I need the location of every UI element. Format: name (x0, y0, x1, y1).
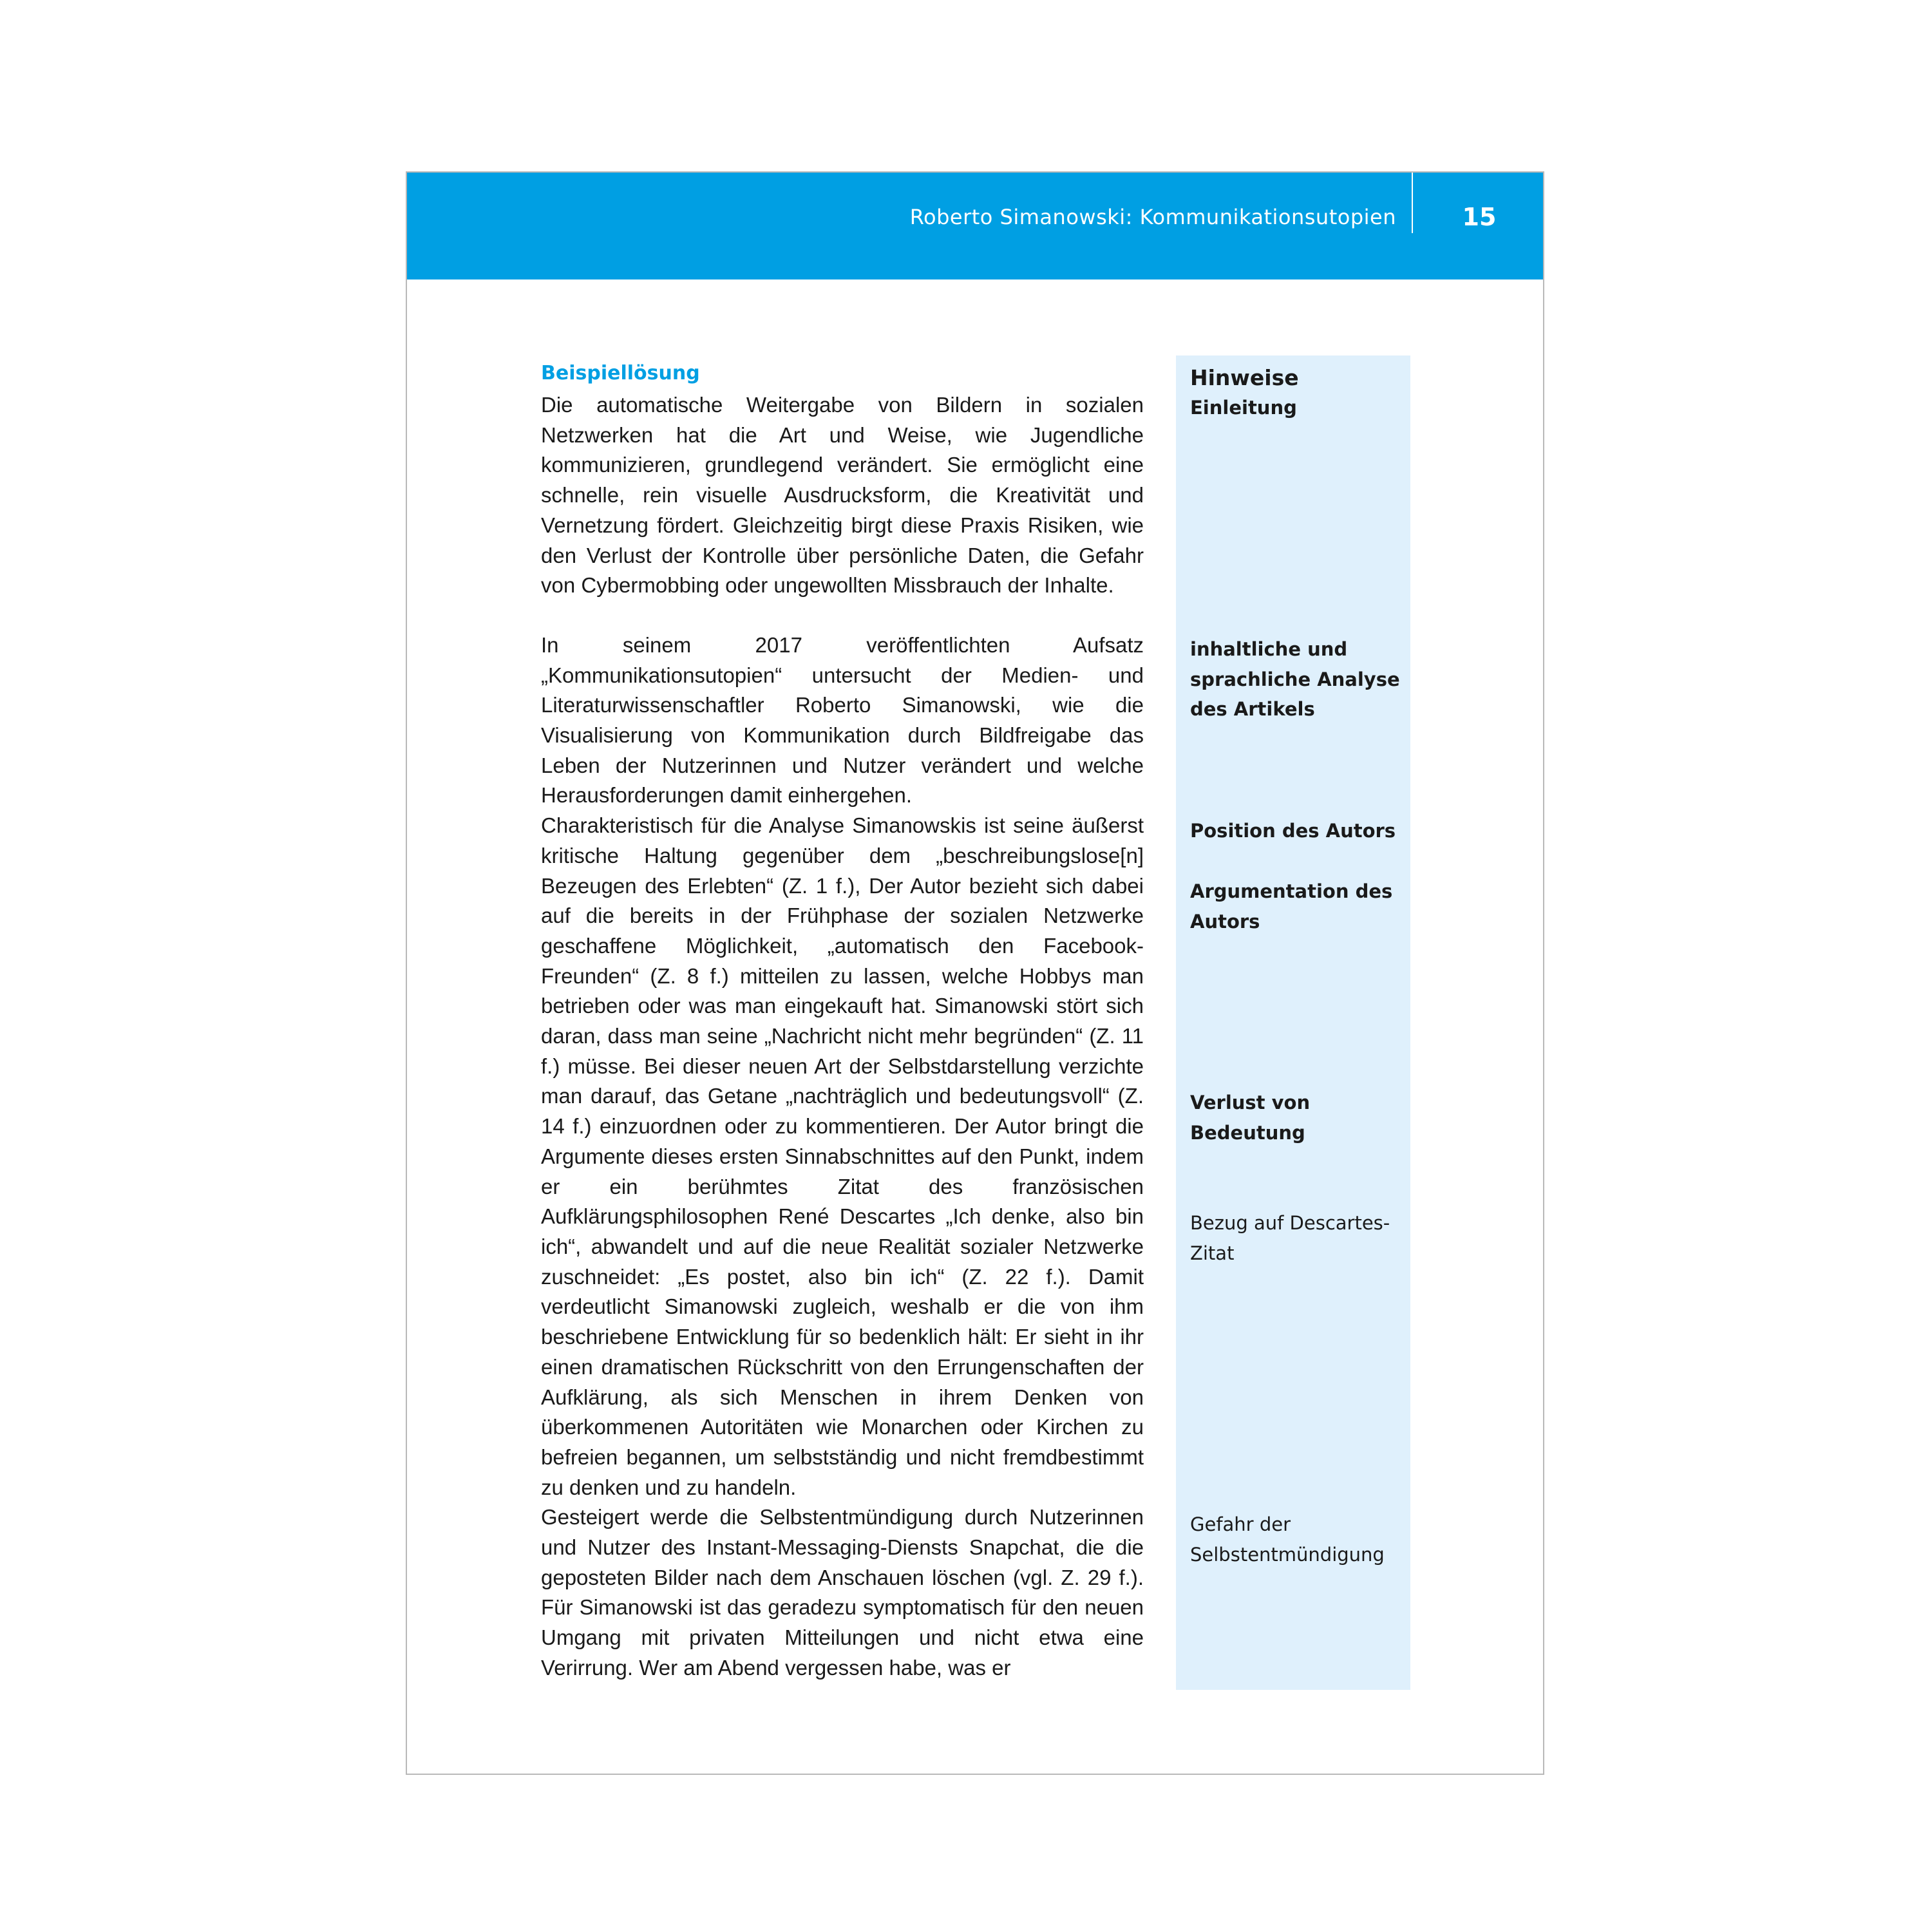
hint-analyse: inhaltliche und sprachliche Analyse des Artikels (1190, 638, 1400, 721)
paragraph-intro: Die automatische Weitergabe von Bildern in sozialen Netzwerken hat die Art und Weise, wie Jugendliche kommunizieren, grundlegend verändert. Sie ermöglicht eine schnelle, rein visuelle Ausdrucksform, die Kreativität und Vernetzung fördert. Gleichzeitig birgt diese Praxis Risiken, wie den Verlust der Kontrolle über persönliche Daten, die Gefahr von Cybermobbing oder ungewollten Missbrauch der Inhalte. (541, 393, 1144, 598)
hints-sidebar (1176, 355, 1410, 1690)
paragraph-analysis: Charakteristisch für die Analyse Simanowskis ist seine äußerst kritische Haltung gegenüber dem „beschreibungslose[n] Bezeugen des Erlebten“ (Z. 1 f.), Der Autor bezieht sich dabei auf die bereits in der Frühphase der sozialen Netzwerke geschaffene Möglichkeit, „automatisch den Facebook-Freunden“ (Z. 8 f.) mitteilen zu lassen, welche Hobbys man betrieben oder was man eingekauft hat. Simanowski stört sich daran, dass man seine „Nachricht nicht mehr begründen“ (Z. 11 f.) müsse. Bei dieser neuen Art der Selbstdarstellung verzichte man darauf, das Getane „nachträglich und bedeutungsvoll“ (Z. 14 f.) einzuordnen oder zu kommentieren. Der Autor bringt die Argumente dieses ersten Sinnabschnittes auf den Punkt, indem er ein berühmtes Zitat des französischen Aufklärungsphilosophen René Descartes „Ich denke, also bin ich“, abwandelt und auf die neue Realität sozialer Netzwerke zuschneidet: „Es postet, also bin ich“ (Z. 22 f.). Damit verdeutlicht Simanowski zugleich, weshalb er die von ihm beschriebene Entwicklung für so bedenklich hält: Er sieht in ihr einen dramatischen Rückschritt von den Errungenschaften der Aufklärung, als sich Menschen in ihrem Denken von überkommenen Autoritäten wie Monarchen oder Kirchen zu befreien begannen, um selbstständig und nicht fremdbestimmt zu denken und zu handeln. (541, 813, 1144, 1499)
section-heading: Beispiellösung (541, 362, 700, 384)
paragraph-article: In seinem 2017 veröffentlichten Aufsatz „Kommunikationsutopien“ untersucht der Medien- und Literaturwissenschaftler Roberto Simanowski, wie die Visualisierung von Kommunikation durch Bildfreigabe das Leben der Nutzerinnen und Nutzer verändert und welche Herausforderungen damit einhergehen. (541, 632, 1144, 808)
running-header-title: Roberto Simanowski: Kommunikationsutopien (909, 205, 1396, 229)
hint-bedeutungsverlust: Verlust von Bedeutung (1190, 1092, 1311, 1144)
hint-einleitung: Einleitung (1190, 397, 1297, 419)
hint-descartes: Bezug auf Descartes-Zitat (1190, 1212, 1390, 1264)
header-band (407, 173, 1543, 279)
solution-text (541, 359, 1144, 1683)
paragraph-snapchat: Gesteigert werde die Selbstentmündigung durch Nutzerinnen und Nutzer des Instant-Messaging-Diensts Snapchat, die die geposteten Bilder nach dem Anschauen löschen (vgl. Z. 29 f.). Für Simanowski ist das geradezu symptomatisch für den neuen Umgang mit privaten Mitteilungen und nicht etwa eine Verirrung. Wer am Abend vergessen habe, was er (541, 1505, 1144, 1680)
hints-title: Hinweise (1190, 365, 1299, 390)
page-number: 15 (1462, 203, 1497, 231)
hint-selbstentmuendigung: Gefahr der Selbstentmündigung (1190, 1513, 1385, 1566)
book-page (406, 171, 1544, 1775)
hint-argumentation: Argumentation des Autors (1190, 880, 1393, 933)
hint-position-autor: Position des Autors (1190, 820, 1396, 842)
